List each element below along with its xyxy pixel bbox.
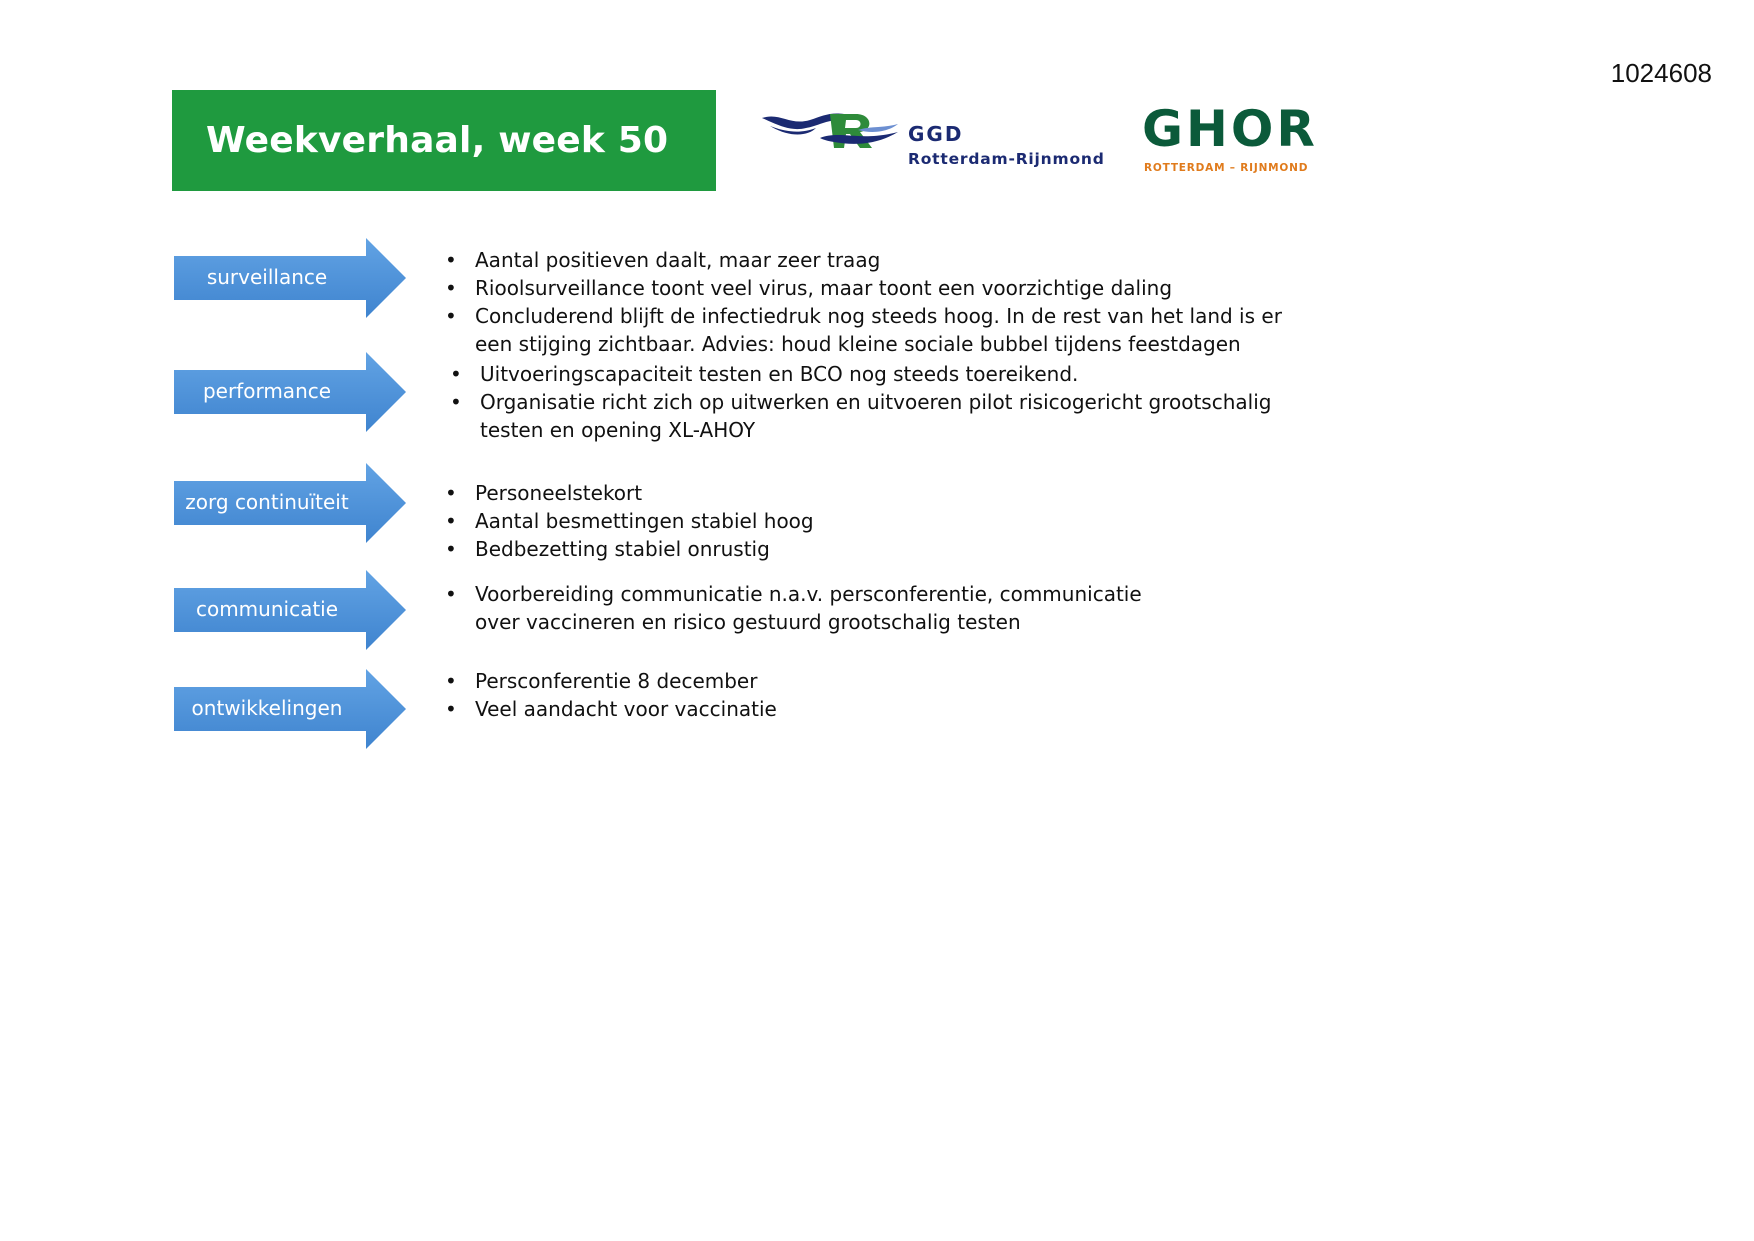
ghor-logo-subtext: ROTTERDAM – RIJNMOND xyxy=(1144,162,1309,174)
section-label: communicatie xyxy=(195,597,339,621)
section-arrow xyxy=(172,350,408,434)
ggd-logo xyxy=(760,108,1120,178)
section-label: surveillance xyxy=(206,265,328,289)
list-item: • Organisatie richt zich op uitwerken en uitvoeren pilot risicogericht grootschalig testen en opening XL-AHOY xyxy=(450,388,1280,444)
bullet-list xyxy=(450,360,1280,444)
list-item: • Bedbezetting stabiel onrustig xyxy=(445,535,1325,563)
bullet-list xyxy=(445,479,1325,563)
list-item: • Persconferentie 8 december xyxy=(445,667,1325,695)
ggd-logo-subtext: Rotterdam-Rijnmond xyxy=(908,150,1105,168)
section-label: zorg continuïteit xyxy=(185,490,349,514)
bullet-list xyxy=(445,667,1325,723)
title-banner xyxy=(172,90,716,191)
list-item: • Rioolsurveillance toont veel virus, maar toont een voorzichtige daling xyxy=(445,274,1325,302)
bullet-list xyxy=(445,246,1325,358)
ghor-logo-text: GHOR xyxy=(1142,100,1318,158)
ggd-logo-text: GGD xyxy=(908,122,964,146)
list-item: • Aantal positieven daalt, maar zeer traag xyxy=(445,246,1325,274)
section-label: ontwikkelingen xyxy=(191,696,343,720)
section-arrow xyxy=(172,236,408,320)
ggd-wave-icon xyxy=(760,108,900,158)
list-item: • Voorbereiding communicatie n.a.v. persconferentie, communicatie over vaccineren en risico gestuurd grootschalig testen xyxy=(445,580,1175,636)
document-number: 1024608 xyxy=(1610,58,1712,88)
section-label: performance xyxy=(202,379,332,403)
section-arrow xyxy=(172,568,408,652)
section-arrow xyxy=(172,667,408,751)
list-item: • Veel aandacht voor vaccinatie xyxy=(445,695,1325,723)
list-item: • Personeelstekort xyxy=(445,479,1325,507)
page-title: Weekverhaal, week 50 xyxy=(206,120,669,161)
list-item: • Aantal besmettingen stabiel hoog xyxy=(445,507,1325,535)
bullet-list xyxy=(445,580,1175,636)
list-item: • Uitvoeringscapaciteit testen en BCO nog steeds toereikend. xyxy=(450,360,1280,388)
section-arrow xyxy=(172,461,408,545)
list-item: • Concluderend blijft de infectiedruk nog steeds hoog. In de rest van het land is er een stijging zichtbaar. Advies: houd kleine sociale bubbel tijdens feestdagen xyxy=(445,302,1325,358)
ghor-logo xyxy=(1142,100,1318,184)
